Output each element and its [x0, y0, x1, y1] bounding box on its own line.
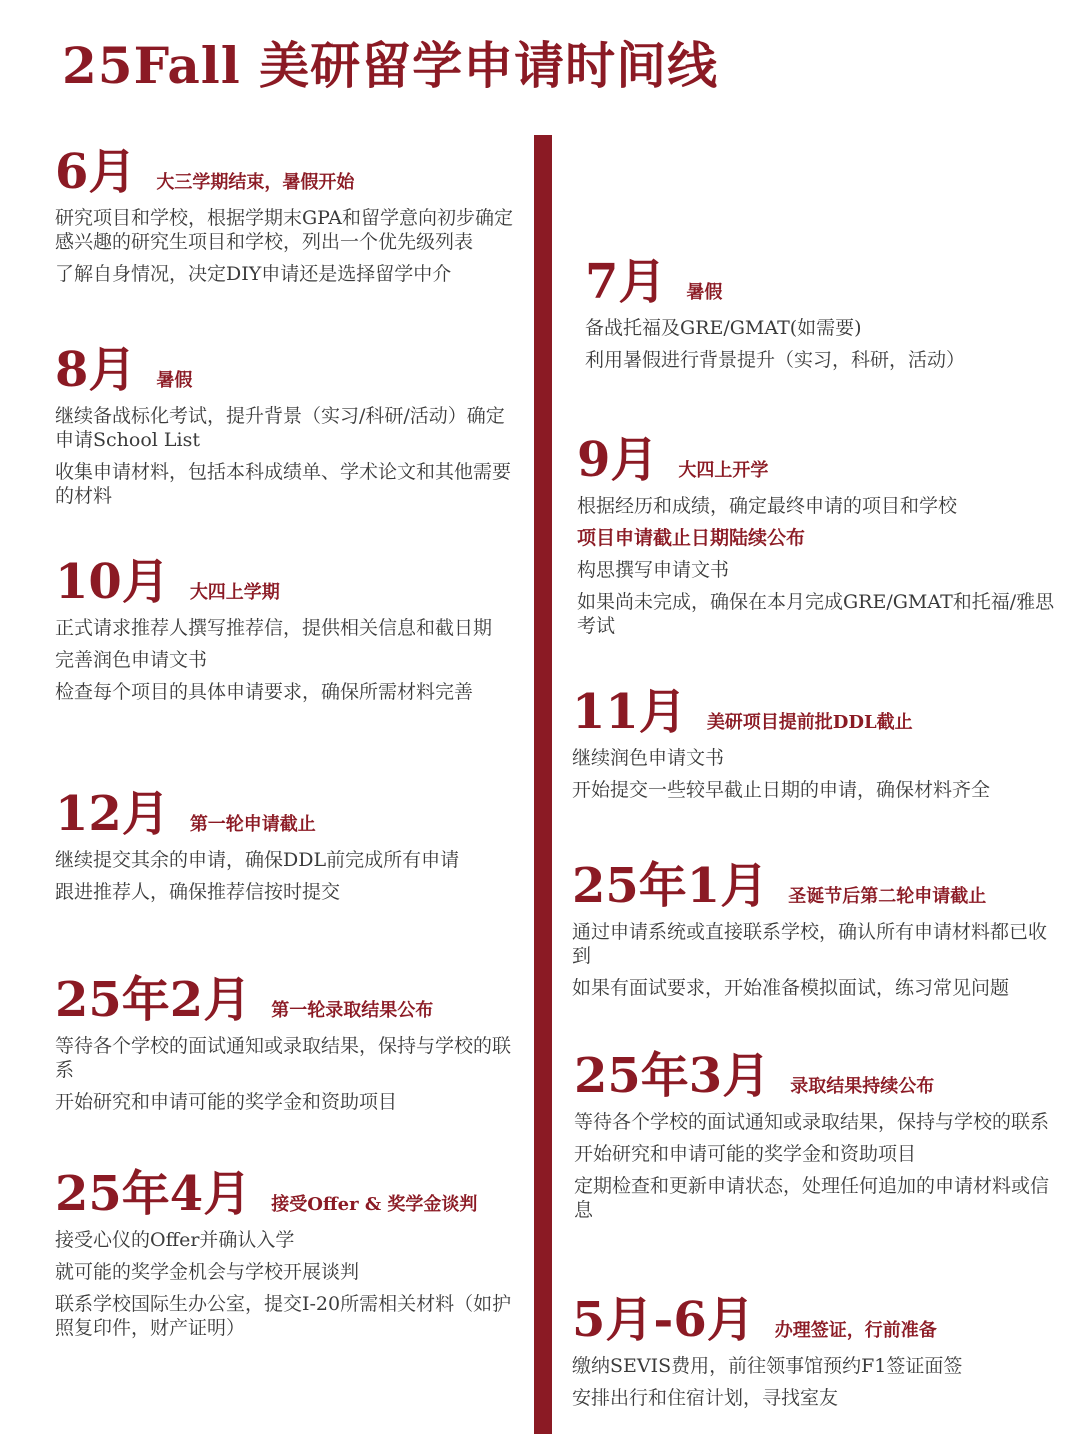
- entry-line: 跟进推荐人，确保推荐信按时提交: [55, 881, 341, 903]
- entry-line: 等待各个学校的面试通知或录取结果，保持与学校的联系: [574, 1111, 1050, 1133]
- entry-line: 继续备战标化考试，提升背景（实习/科研/活动）确定申请School List: [55, 405, 505, 451]
- timeline-entry-oct: [55, 554, 517, 712]
- timeline-divider: [534, 135, 552, 1434]
- month-label: 10月: [55, 554, 170, 610]
- entry-line: 研究项目和学校，根据学期末GPA和留学意向初步确定感兴趣的研究生项目和学校，列出一个优先级列表: [55, 207, 513, 253]
- entry-line: 就可能的奖学金机会与学校开展谈判: [55, 1261, 360, 1283]
- month-label: 25年3月: [574, 1048, 771, 1104]
- entry-line-highlight: 项目申请截止日期陆续公布: [577, 527, 806, 549]
- entry-line: 开始提交一些较早截止日期的申请，确保材料齐全: [572, 779, 991, 801]
- page-title: 25Fall 美研留学申请时间线: [62, 36, 719, 95]
- entry-line: 开始研究和申请可能的奖学金和资助项目: [55, 1091, 398, 1113]
- entry-line: 定期检查和更新申请状态，处理任何追加的申请材料或信息: [574, 1175, 1050, 1221]
- month-label: 8月: [55, 342, 137, 398]
- entry-line: 正式请求推荐人撰写推荐信，提供相关信息和截日期: [55, 617, 493, 639]
- month-subtitle: 暑假: [156, 370, 193, 391]
- entry-line: 联系学校国际生办公室，提交I-20所需相关材料（如护照复印件，财产证明）: [55, 1293, 512, 1339]
- month-label: 9月: [577, 432, 659, 488]
- entry-line: 接受心仪的Offer并确认入学: [55, 1229, 295, 1251]
- entry-line: 开始研究和申请可能的奖学金和资助项目: [574, 1143, 917, 1165]
- month-label: 25年1月: [572, 858, 769, 914]
- entry-line: 构思撰写申请文书: [577, 559, 730, 581]
- timeline-entry-jan: [572, 858, 1052, 1008]
- timeline-entry-apr: [55, 1166, 517, 1348]
- timeline-entry-feb: [55, 972, 517, 1122]
- month-label: 25年2月: [55, 972, 252, 1028]
- entry-line: 根据经历和成绩，确定最终申请的项目和学校: [577, 495, 958, 517]
- entry-line: 缴纳SEVIS费用，前往领事馆预约F1签证面签: [572, 1355, 963, 1377]
- month-subtitle: 大四上开学: [678, 460, 769, 481]
- month-label: 25年4月: [55, 1166, 252, 1222]
- timeline-entry-mar: [574, 1048, 1054, 1230]
- month-label: 7月: [585, 254, 667, 310]
- timeline-entry-may-jun: [572, 1292, 1052, 1418]
- entry-line: 通过申请系统或直接联系学校，确认所有申请材料都已收到: [572, 921, 1048, 967]
- month-subtitle: 第一轮申请截止: [189, 814, 316, 835]
- month-label: 12月: [55, 786, 170, 842]
- month-subtitle: 办理签证，行前准备: [774, 1320, 937, 1341]
- timeline-entry-jun: [55, 144, 517, 294]
- entry-line: 收集申请材料，包括本科成绩单、学术论文和其他需要的材料: [55, 461, 512, 507]
- month-label: 5月-6月: [572, 1292, 755, 1348]
- timeline-entry-dec: [55, 786, 517, 912]
- month-subtitle: 大四上学期: [189, 582, 280, 603]
- month-subtitle: 大三学期结束，暑假开始: [156, 172, 355, 193]
- entry-line: 如果尚未完成，确保在本月完成GRE/GMAT和托福/雅思考试: [577, 591, 1055, 637]
- entry-line: 等待各个学校的面试通知或录取结果，保持与学校的联系: [55, 1035, 512, 1081]
- month-label: 6月: [55, 144, 137, 200]
- month-subtitle: 录取结果持续公布: [790, 1076, 935, 1097]
- month-subtitle: 圣诞节后第二轮申请截止: [788, 886, 987, 907]
- timeline-entry-aug: [55, 342, 517, 516]
- month-label: 11月: [572, 684, 687, 740]
- timeline-entry-jul: [585, 254, 1065, 380]
- month-subtitle: 接受Offer & 奖学金谈判: [271, 1194, 478, 1215]
- month-subtitle: 第一轮录取结果公布: [271, 1000, 434, 1021]
- timeline-entry-nov: [572, 684, 1052, 810]
- entry-line: 备战托福及GRE/GMAT(如需要): [585, 317, 862, 339]
- month-subtitle: 美研项目提前批DDL截止: [706, 712, 913, 733]
- timeline-entry-sep: [577, 432, 1057, 646]
- entry-line: 完善润色申请文书: [55, 649, 208, 671]
- entry-line: 继续润色申请文书: [572, 747, 725, 769]
- month-subtitle: 暑假: [686, 282, 723, 303]
- entry-line: 如果有面试要求，开始准备模拟面试，练习常见问题: [572, 977, 1010, 999]
- entry-line: 了解自身情况，决定DIY申请还是选择留学中介: [55, 263, 452, 285]
- entry-line: 检查每个项目的具体申请要求，确保所需材料完善: [55, 681, 474, 703]
- entry-line: 利用暑假进行背景提升（实习，科研，活动）: [585, 349, 966, 371]
- entry-line: 继续提交其余的申请，确保DDL前完成所有申请: [55, 849, 460, 871]
- entry-line: 安排出行和住宿计划，寻找室友: [572, 1387, 839, 1409]
